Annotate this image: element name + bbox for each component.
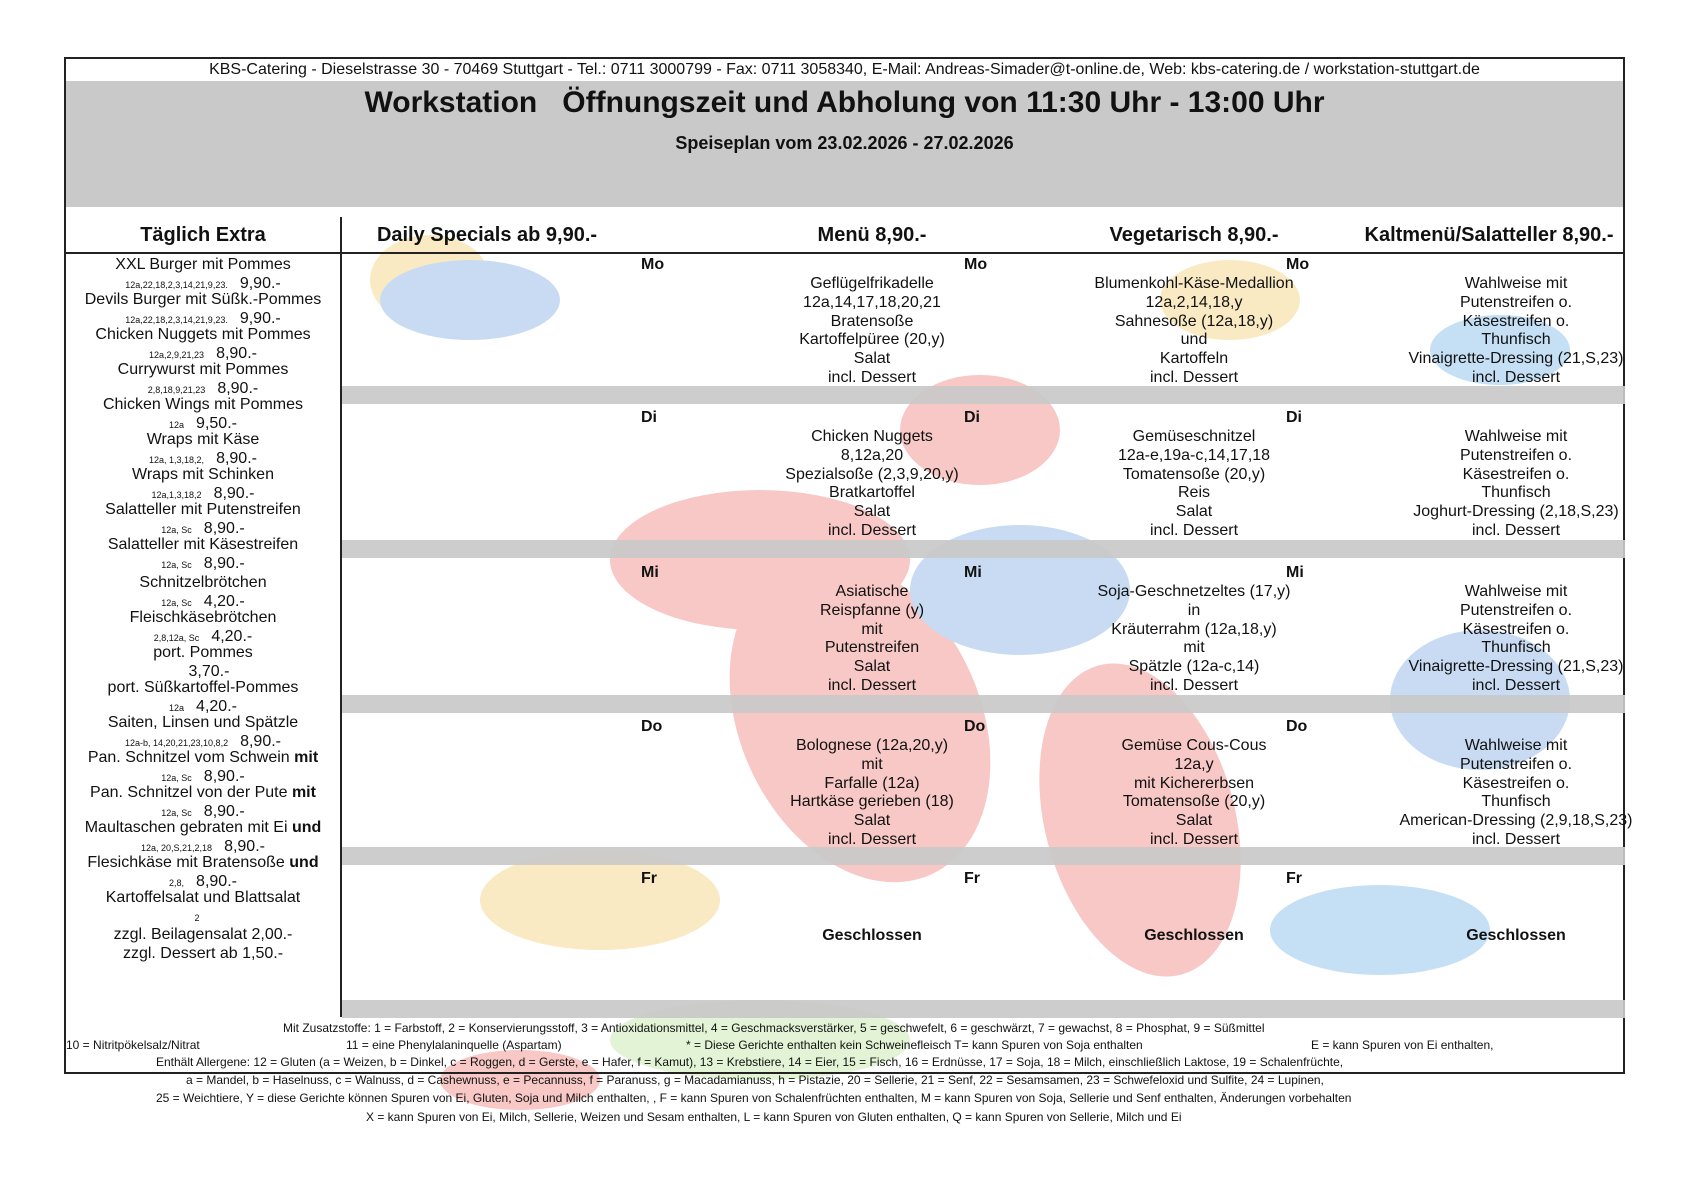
extra-item-name: Wraps mit Käse xyxy=(146,431,260,448)
dish-line: incl. Dessert xyxy=(827,521,917,539)
dish-line: mit xyxy=(861,755,883,773)
beilagensalat-note: zzgl. Beilagensalat 2,00.- xyxy=(113,926,293,943)
contact-line: KBS-Catering - Dieselstrasse 30 - 70469 Stuttgart - Tel.: 0711 3000799 - Fax: 0711 3058340, E-Mail: Andreas-Simader@t-online.de, Web: kbs-catering.de / workstation-stuttgart.de xyxy=(66,59,1623,81)
closed-label-kalt: Geschlossen xyxy=(1466,927,1566,944)
extra-item xyxy=(66,326,340,365)
dish-line: Geflügelfrikadelle xyxy=(810,275,934,292)
extra-item-codes-price: 12a-b, 14,20,21,23,10,8,2 8,90.- xyxy=(124,733,281,750)
dish-line: Käsestreifen o. xyxy=(1462,620,1570,638)
dish-line: incl. Dessert xyxy=(1471,676,1561,694)
dish-line: Tomatensoße (20,y) xyxy=(1122,465,1266,483)
column-header-vegetarian: Vegetarisch 8,90.- xyxy=(1109,224,1279,246)
day-label-specials: Fr xyxy=(641,870,657,887)
dish-line: Bolognese (12a,20,y) xyxy=(795,737,949,754)
column-header-extra: Täglich Extra xyxy=(140,224,266,246)
dish-line: incl. Dessert xyxy=(1149,830,1239,848)
header-band xyxy=(66,81,1623,207)
extra-item-codes-price: 2 xyxy=(194,913,200,923)
day-label-specials: Mi xyxy=(641,564,659,581)
dish-line: incl. Dessert xyxy=(1471,830,1561,848)
extra-item xyxy=(66,291,340,330)
column-header-menu: Menü 8,90.- xyxy=(817,224,927,246)
dish-line: Wahlweise mit xyxy=(1464,275,1568,292)
dish-line: Bratensoße xyxy=(830,312,914,330)
extra-item-name: Kartoffelsalat und Blattsalat xyxy=(105,889,301,906)
closed-label-veg: Geschlossen xyxy=(1144,927,1244,944)
dish-line: Chicken Nuggets xyxy=(811,428,933,445)
dish-line: Salat xyxy=(1175,812,1213,830)
dish-line: mit xyxy=(1183,639,1205,657)
extra-item xyxy=(66,714,340,753)
day-label-kalt: Di xyxy=(1286,409,1302,426)
dish-line: Farfalle (12a) xyxy=(824,774,920,792)
page-title: Workstation Öffnungszeit und Abholung von 11:30 Uhr - 13:00 Uhr xyxy=(364,86,1325,119)
extra-item xyxy=(66,466,340,505)
dish-line: Bratkartoffel xyxy=(829,484,915,502)
dish-line: Thunfisch xyxy=(1481,793,1551,811)
dish-line: Putenstreifen xyxy=(824,639,920,657)
column-header-kaltmenu: Kaltmenü/Salatteller 8,90.- xyxy=(1364,224,1614,246)
extra-item xyxy=(66,854,340,893)
extra-item-codes-price: 12a, 20,S,21,2,18 8,90.- xyxy=(141,838,265,855)
dish-line: 8,12a,20 xyxy=(840,446,904,464)
footer-traces-2: X = kann Spuren von Ei, Milch, Sellerie, Weizen und Sesam enthalten, L = kann Spuren von Gluten enthalten, Q = kann Spuren von Sellerie, Milch und Ei xyxy=(366,1110,1182,1124)
extra-item-name: XXL Burger mit Pommes xyxy=(115,256,291,273)
extra-item-name: Currywurst mit Pommes xyxy=(117,361,289,378)
dish-line: Thunfisch xyxy=(1481,639,1551,657)
dish-line: Thunfisch xyxy=(1481,484,1551,502)
dish-line: Salat xyxy=(853,658,891,676)
dish-line: Kartoffeln xyxy=(1159,350,1229,368)
dish-line: Käsestreifen o. xyxy=(1462,774,1570,792)
dish-line: Salat xyxy=(853,350,891,368)
dish-line: Salat xyxy=(1175,503,1213,521)
extra-item xyxy=(66,609,340,648)
extra-item-name: Devils Burger mit Süßk.-Pommes xyxy=(84,291,322,308)
extra-item xyxy=(66,396,340,435)
dish-line: Putenstreifen o. xyxy=(1459,601,1573,619)
extra-item-codes-price: 12a,2,9,21,23 8,90.- xyxy=(149,345,257,362)
extra-item xyxy=(66,889,340,928)
dish-line: mit Kichererbsen xyxy=(1133,774,1255,792)
dish-veg xyxy=(1034,275,1354,388)
dish-line: Vinaigrette-Dressing (21,S,23) xyxy=(1408,658,1624,676)
dish-line: in xyxy=(1187,601,1201,619)
day-label-kalt: Fr xyxy=(1286,870,1302,887)
dish-line: Wahlweise mit xyxy=(1464,737,1568,754)
dish-line: Käsestreifen o. xyxy=(1462,465,1570,483)
extra-item xyxy=(66,574,340,613)
extra-item xyxy=(66,749,340,788)
extra-item-name: Chicken Wings mit Pommes xyxy=(102,396,304,413)
extra-item xyxy=(66,431,340,470)
dish-line: Vinaigrette-Dressing (21,S,23) xyxy=(1408,350,1624,368)
dish-line: Putenstreifen o. xyxy=(1459,446,1573,464)
day-label-kalt: Do xyxy=(1286,718,1308,735)
day-label-kalt: Mi xyxy=(1286,564,1304,581)
dish-line: incl. Dessert xyxy=(827,368,917,386)
extra-item-codes-price: 12a, Sc 4,20.- xyxy=(161,593,245,610)
dish-line: Reis xyxy=(1177,484,1210,502)
dish-line: Reispfanne (y) xyxy=(819,601,925,619)
extra-item-codes-price: 2,8,12a, Sc 4,20.- xyxy=(153,628,253,645)
dish-line: 12a-e,19a-c,14,17,18 xyxy=(1117,446,1271,464)
extra-item xyxy=(66,784,340,823)
footer-allergens: Enthält Allergene: 12 = Gluten (a = Weizen, b = Dinkel, c = Roggen, d = Gerste, e = Hafer, f = Kamut), 13 = Krebstiere, 14 = Eier, 15 = Fisch, 16 = Erdnüsse, 17 = Soja, 18 = Milch, einschließlich Laktose, 19 = Schalenfrüchte, xyxy=(156,1055,1344,1069)
day-label-specials: Di xyxy=(641,409,657,426)
footer-traces: 25 = Weichtiere, Y = diese Gerichte können Spuren von Ei, Gluten, Soja und Milch enthalten, , F = kann Spuren von Schalenfrüchten enthalten, M = kann Spuren von Soja, Sellerie und Senf enthalten, Änderungen vorbehalten xyxy=(156,1091,1352,1105)
extra-item-name: Fleischkäsebrötchen xyxy=(129,609,277,626)
dish-line: incl. Dessert xyxy=(1471,521,1561,539)
dish-menu xyxy=(712,737,1032,850)
dish-line: Wahlweise mit xyxy=(1464,583,1568,600)
dish-line: Spezialsoße (2,3,9,20,y) xyxy=(785,465,959,483)
extra-item xyxy=(66,501,340,540)
extra-item xyxy=(66,361,340,400)
dish-line: Gemüseschnitzel xyxy=(1132,428,1256,445)
dish-kalt xyxy=(1356,428,1676,541)
dish-line: Wahlweise mit xyxy=(1464,428,1568,445)
dish-line: Blumenkohl-Käse-Medallion xyxy=(1094,275,1294,292)
extra-item-codes-price: 12a, Sc 8,90.- xyxy=(161,803,245,820)
day-label-specials: Do xyxy=(641,718,663,735)
extra-item-name: Pan. Schnitzel von der Pute mit xyxy=(90,784,316,801)
extra-item-name: Pan. Schnitzel vom Schwein mit xyxy=(87,749,319,766)
footer-nitrite: 10 = Nitritpökelsalz/Nitrat xyxy=(66,1038,200,1052)
day-label-menu: Fr xyxy=(964,870,980,887)
day-label-specials: Mo xyxy=(641,256,665,273)
dish-kalt xyxy=(1356,583,1676,696)
dish-line: Tomatensoße (20,y) xyxy=(1122,793,1266,811)
dish-line: Gemüse Cous-Cous xyxy=(1121,737,1267,754)
dish-line: Joghurt-Dressing (2,18,S,23) xyxy=(1413,503,1619,521)
extra-item-name: Saiten, Linsen und Spätzle xyxy=(107,714,299,731)
extra-item-codes-price: 2,8,18,9,21,23 8,90.- xyxy=(147,380,259,397)
dish-line: mit xyxy=(861,620,883,638)
extra-item xyxy=(66,256,340,295)
dish-line: incl. Dessert xyxy=(1471,368,1561,386)
day-label-kalt: Mo xyxy=(1286,256,1310,273)
closed-label-menu: Geschlossen xyxy=(822,927,922,944)
day-separator xyxy=(342,695,1625,713)
dish-line: incl. Dessert xyxy=(1149,676,1239,694)
extra-item-name: Flesichkäse mit Bratensoße und xyxy=(87,854,319,871)
dish-line: incl. Dessert xyxy=(827,676,917,694)
dish-line: Kartoffelpüree (20,y) xyxy=(799,331,945,349)
dish-line: Käsestreifen o. xyxy=(1462,312,1570,330)
dish-line: Salat xyxy=(853,812,891,830)
extra-item xyxy=(66,536,340,575)
dish-line: Asiatische xyxy=(835,583,909,600)
dish-line: Putenstreifen o. xyxy=(1459,293,1573,311)
extra-item-codes-price: 3,70.- xyxy=(188,663,230,680)
extra-item-codes-price: 12a, Sc 8,90.- xyxy=(161,520,245,537)
extra-item xyxy=(66,679,340,718)
extra-item-codes-price: 12a 9,50.- xyxy=(169,415,237,432)
dish-line: incl. Dessert xyxy=(1149,521,1239,539)
header-divider xyxy=(66,252,1623,254)
dish-line: Sahnesoße (12a,18,y) xyxy=(1114,312,1274,330)
extra-item-name: Maultaschen gebraten mit Ei und xyxy=(84,819,322,836)
extra-item-codes-price: 12a, Sc 8,90.- xyxy=(161,768,245,785)
dish-line: Spätzle (12a-c,14) xyxy=(1128,658,1260,676)
extra-item-codes-price: 12a,22,18,2,3,14,21,9,23. 9,90.- xyxy=(125,275,281,292)
dish-menu xyxy=(712,275,1032,388)
dish-line: Kräuterrahm (12a,18,y) xyxy=(1111,620,1277,638)
footer-pork-soy: * = Diese Gerichte enthalten kein Schweinefleisch T= kann Spuren von Soja enthalten xyxy=(686,1038,1143,1052)
dish-line: incl. Dessert xyxy=(827,830,917,848)
dish-line: und xyxy=(1180,331,1208,349)
day-separator xyxy=(342,386,1625,404)
extra-item-codes-price: 12a, Sc 8,90.- xyxy=(161,555,245,572)
extra-item-name: Salatteller mit Putenstreifen xyxy=(105,501,301,518)
extra-item xyxy=(66,644,340,683)
dish-line: incl. Dessert xyxy=(1149,368,1239,386)
day-label-menu: Mi xyxy=(964,564,982,581)
dish-veg xyxy=(1034,583,1354,696)
extra-item-codes-price: 12a,1,3,18,2 8,90.- xyxy=(151,485,255,502)
extra-item-codes-price: 12a,22,18,2,3,14,21,9,23. 9,90.- xyxy=(125,310,281,327)
extra-item-name: port. Pommes xyxy=(153,644,253,661)
dish-line: American-Dressing (2,9,18,S,23) xyxy=(1399,812,1633,830)
week-range: Speiseplan vom 23.02.2026 - 27.02.2026 xyxy=(675,133,1014,153)
menu-sheet xyxy=(64,57,1633,1124)
extra-item-name: Schnitzelbrötchen xyxy=(139,574,267,591)
extra-item-name: port. Süßkartoffel-Pommes xyxy=(107,679,299,696)
dish-menu xyxy=(712,583,1032,696)
extra-item-codes-price: 2,8, 8,90.- xyxy=(169,873,237,890)
footer-egg: E = kann Spuren von Ei enthalten, xyxy=(1311,1038,1494,1052)
column-header-specials: Daily Specials ab 9,90.- xyxy=(376,224,598,246)
dish-line: Hartkäse gerieben (18) xyxy=(790,793,954,811)
extra-item-codes-price: 12a 4,20.- xyxy=(169,698,237,715)
dish-line: Salat xyxy=(853,503,891,521)
dish-line: Putenstreifen o. xyxy=(1459,755,1573,773)
dish-kalt xyxy=(1356,275,1676,388)
dish-veg xyxy=(1034,737,1354,850)
dish-line: 12a,2,14,18,y xyxy=(1145,293,1243,311)
dessert-note: zzgl. Dessert ab 1,50.- xyxy=(122,945,284,962)
day-label-menu: Do xyxy=(964,718,986,735)
dish-line: Thunfisch xyxy=(1481,331,1551,349)
footer-additives: Mit Zusatzstoffe: 1 = Farbstoff, 2 = Konservierungsstoff, 3 = Antioxidationsmittel, 4 = Geschmacksverstärker, 5 = geschwefelt, 6 = geschwärzt, 7 = gewachst, 8 = Phosphat, 9 = Süßmittel xyxy=(283,1021,1265,1035)
day-separator xyxy=(342,540,1625,558)
extra-column-divider xyxy=(340,217,342,1017)
day-label-menu: Mo xyxy=(964,256,988,273)
extra-item xyxy=(66,819,340,858)
dish-veg xyxy=(1034,428,1354,541)
extra-item-codes-price: 12a, 1,3,18,2, 8,90.- xyxy=(149,450,257,467)
dish-menu xyxy=(712,428,1032,541)
footer-aspartame: 11 = eine Phenylalaninquelle (Aspartam) xyxy=(346,1038,562,1052)
day-separator xyxy=(342,1000,1625,1018)
footer-nuts: a = Mandel, b = Haselnuss, c = Walnuss, d = Cashewnuss, e = Pecannuss, f = Paranuss, g = Macadamianuss, h = Pistazie, 20 = Sellerie, 21 = Senf, 22 = Sesamsamen, 23 = Schwefeloxid und Sulfite, 24 = Lupinen, xyxy=(186,1073,1324,1087)
dish-line: 12a,y xyxy=(1174,755,1214,773)
dish-kalt xyxy=(1356,737,1676,850)
extra-item-name: Wraps mit Schinken xyxy=(132,466,274,483)
dish-line: Soja-Geschnetzeltes (17,y) xyxy=(1097,583,1291,600)
day-label-menu: Di xyxy=(964,409,980,426)
extra-item-name: Chicken Nuggets mit Pommes xyxy=(95,326,311,343)
extra-item-name: Salatteller mit Käsestreifen xyxy=(107,536,299,553)
dish-line: 12a,14,17,18,20,21 xyxy=(803,293,941,311)
